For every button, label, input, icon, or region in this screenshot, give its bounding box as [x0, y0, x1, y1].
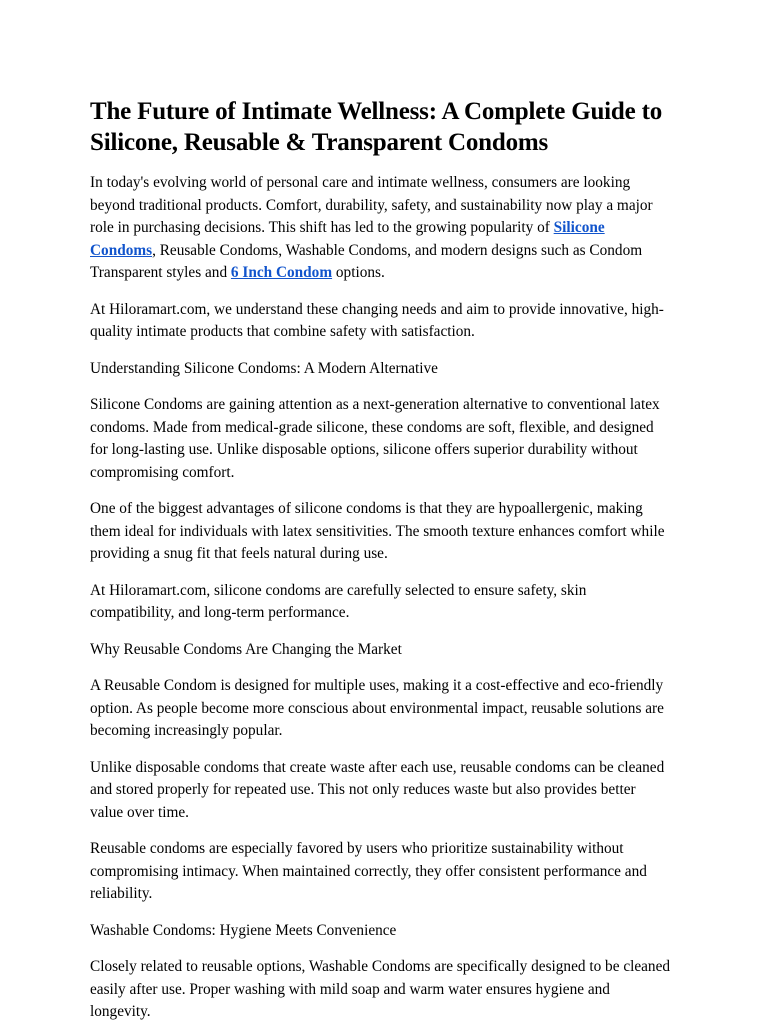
paragraph-text: Understanding Silicone Condoms: A Modern Alternative: [90, 359, 438, 377]
paragraph-reusable-3: [90, 838, 672, 906]
paragraph-text: One of the biggest advantages of silicone condoms is that they are hypoallergenic, making them ideal for individuals with latex sensitivities. The smooth texture enhances comfort while providing a snug fit that feels natural during use.: [90, 500, 665, 562]
paragraph-text: , Reusable Condoms, Washable Condoms, and modern designs such as Condom Transparent styles and: [90, 241, 643, 281]
paragraph-text: Washable Condoms: Hygiene Meets Convenience: [90, 921, 397, 939]
paragraph-hiloramart-intro: [90, 299, 672, 344]
paragraph-silicone-1: [90, 394, 672, 484]
paragraph-silicone-3: [90, 580, 672, 625]
paragraph-reusable-2: [90, 757, 672, 825]
paragraph-text: At Hiloramart.com, we understand these changing needs and aim to provide innovative, high-quality intimate products that combine safety with satisfaction.: [90, 300, 664, 340]
paragraph-text: Silicone Condoms are gaining attention as a next-generation alternative to conventional latex condoms. Made from medical-grade silicone, these condoms are soft, flexible, and designed for long-lasting use. Unlike disposable options, silicone offers superior durability without compromising comfort.: [90, 396, 660, 481]
paragraph-text: Why Reusable Condoms Are Changing the Market: [90, 640, 402, 658]
inline-link[interactable]: 6 Inch Condom: [230, 264, 333, 281]
paragraph-text: Reusable condoms are especially favored by users who prioritize sustainability without compromising intimacy. When maintained correctly, they offer consistent performance and reliability.: [90, 840, 647, 902]
paragraph-washable-1: [90, 956, 672, 1024]
paragraph-text: A Reusable Condom is designed for multiple uses, making it a cost-effective and eco-friendly option. As people become more conscious about environmental impact, reusable solutions are becoming increasingly popular.: [90, 677, 664, 739]
paragraph-text: options.: [332, 264, 385, 281]
paragraph-reusable-1: [90, 675, 672, 743]
paragraph-intro: [90, 172, 672, 285]
paragraph-heading-washable: [90, 920, 672, 943]
paragraph-text: Unlike disposable condoms that create waste after each use, reusable condoms can be cleaned and stored properly for repeated use. This not only reduces waste but also provides better value over time.: [90, 758, 665, 821]
paragraph-silicone-2: [90, 498, 672, 566]
inline-link[interactable]: Silicone Condoms: [90, 219, 605, 259]
document-body: [90, 172, 672, 1024]
paragraph-heading-reusable: [90, 639, 672, 662]
paragraph-text: Closely related to reusable options, Washable Condoms are specifically designed to be cleaned easily after use. Proper washing with mild soap and warm water ensures hygiene and longevity.: [90, 958, 671, 1020]
paragraph-text: At Hiloramart.com, silicone condoms are carefully selected to ensure safety, skin compatibility, and long-term performance.: [90, 581, 587, 621]
page-title: The Future of Intimate Wellness: A Complete Guide to Silicone, Reusable & Transparent Condoms: [90, 98, 662, 156]
paragraph-heading-silicone: [90, 358, 672, 381]
paragraph-text: In today's evolving world of personal care and intimate wellness, consumers are looking beyond traditional products. Comfort, durability, safety, and sustainability now play a major role in purchasing decisions. This shift has led to the growing popularity of: [90, 174, 653, 236]
